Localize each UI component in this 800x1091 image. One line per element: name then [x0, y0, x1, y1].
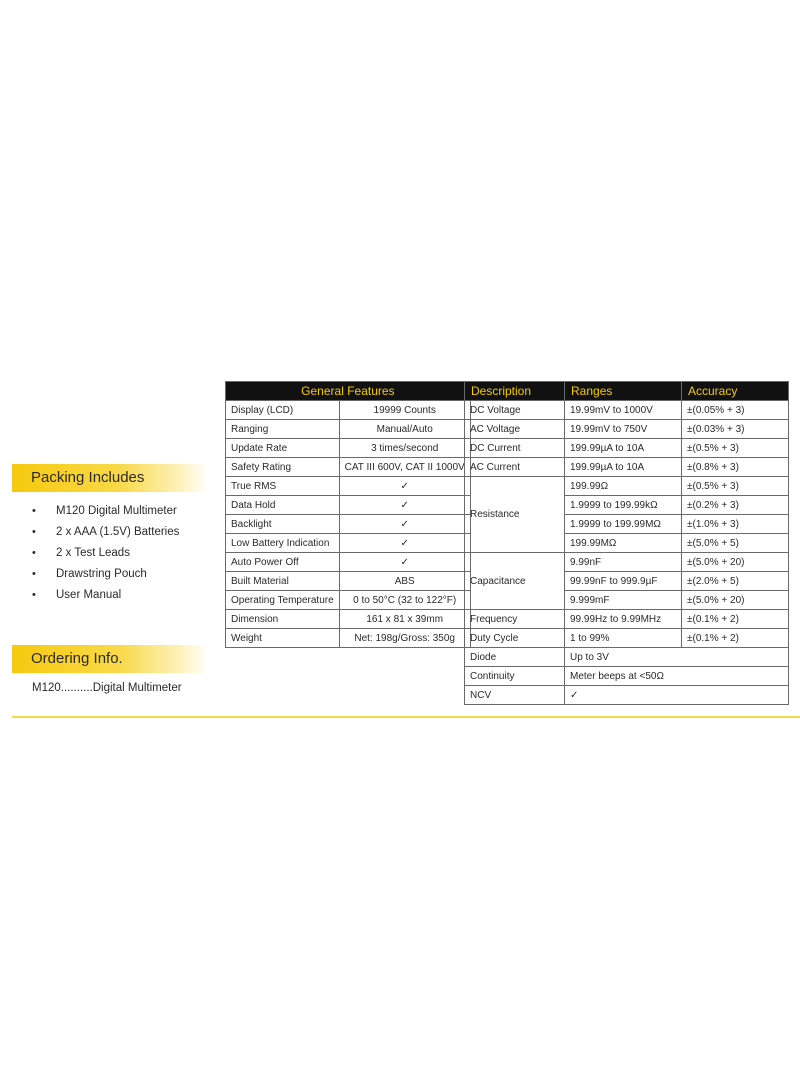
- spec-description: AC Current: [465, 458, 565, 477]
- feature-label: Data Hold: [226, 496, 340, 515]
- feature-value: 3 times/second: [339, 439, 470, 458]
- spec-accuracy: ±(0.05% + 3): [682, 401, 789, 420]
- table-row: [226, 553, 471, 572]
- feature-value: ✓: [339, 553, 470, 572]
- spec-accuracy: ±(0.5% + 3): [682, 477, 789, 496]
- spec-accuracy: ±(0.5% + 3): [682, 439, 789, 458]
- feature-value: ✓: [339, 534, 470, 553]
- list-item: • 2 x AAA (1.5V) Batteries: [32, 522, 179, 543]
- spec-range: 19.99mV to 1000V: [565, 401, 682, 420]
- spec-accuracy: ±(5.0% + 20): [682, 591, 789, 610]
- feature-label: Display (LCD): [226, 401, 340, 420]
- feature-label: Auto Power Off: [226, 553, 340, 572]
- feature-value: Net: 198g/Gross: 350g: [339, 629, 470, 648]
- spec-range: 19.99mV to 750V: [565, 420, 682, 439]
- feature-value: CAT III 600V, CAT II 1000V: [339, 458, 470, 477]
- table-header-row: [465, 382, 789, 401]
- feature-label: Dimension: [226, 610, 340, 629]
- description-header: Description: [465, 382, 565, 401]
- table-row: [226, 496, 471, 515]
- spec-range: 199.99µA to 10A: [565, 439, 682, 458]
- table-row: [465, 648, 789, 667]
- feature-value: ABS: [339, 572, 470, 591]
- spec-description: Resistance: [465, 477, 565, 553]
- spec-range: 199.99µA to 10A: [565, 458, 682, 477]
- feature-value: ✓: [339, 477, 470, 496]
- spec-range: ✓: [565, 686, 789, 705]
- spec-range: 199.99Ω: [565, 477, 682, 496]
- feature-value: 161 x 81 x 39mm: [339, 610, 470, 629]
- spec-range: 1 to 99%: [565, 629, 682, 648]
- spec-range: 99.99Hz to 9.99MHz: [565, 610, 682, 629]
- feature-label: Operating Temperature: [226, 591, 340, 610]
- feature-label: Update Rate: [226, 439, 340, 458]
- spec-range: 1.9999 to 199.99kΩ: [565, 496, 682, 515]
- table-row: [465, 477, 789, 496]
- feature-label: Backlight: [226, 515, 340, 534]
- ordering-info-heading: Ordering Info.: [12, 645, 208, 673]
- specifications-table: [464, 381, 789, 705]
- table-row: [465, 629, 789, 648]
- table-row: [226, 534, 471, 553]
- spec-description: NCV: [465, 686, 565, 705]
- table-row: [226, 477, 471, 496]
- feature-label: Low Battery Indication: [226, 534, 340, 553]
- table-row: [465, 420, 789, 439]
- table-row: [226, 610, 471, 629]
- spec-description: Frequency: [465, 610, 565, 629]
- spec-accuracy: ±(0.1% + 2): [682, 629, 789, 648]
- spec-range: Meter beeps at <50Ω: [565, 667, 789, 686]
- spec-accuracy: ±(2.0% + 5): [682, 572, 789, 591]
- ordering-info-text: M120..........Digital Multimeter: [32, 682, 182, 694]
- table-row: [226, 515, 471, 534]
- section-divider: [12, 716, 800, 718]
- table-row: [226, 439, 471, 458]
- spec-description: AC Voltage: [465, 420, 565, 439]
- table-row: [226, 572, 471, 591]
- spec-range: 9.999mF: [565, 591, 682, 610]
- spec-range: 199.99MΩ: [565, 534, 682, 553]
- spec-description: Capacitance: [465, 553, 565, 610]
- spec-accuracy: ±(5.0% + 5): [682, 534, 789, 553]
- packing-list: [32, 501, 179, 606]
- list-item: • 2 x Test Leads: [32, 543, 179, 564]
- feature-value: 0 to 50°C (32 to 122°F): [339, 591, 470, 610]
- spec-description: DC Voltage: [465, 401, 565, 420]
- feature-value: Manual/Auto: [339, 420, 470, 439]
- feature-label: True RMS: [226, 477, 340, 496]
- feature-label: Weight: [226, 629, 340, 648]
- spec-accuracy: ±(5.0% + 20): [682, 553, 789, 572]
- list-item: • Drawstring Pouch: [32, 564, 179, 585]
- spec-accuracy: ±(0.03% + 3): [682, 420, 789, 439]
- table-row: [226, 458, 471, 477]
- table-header-row: [226, 382, 471, 401]
- table-row: [465, 667, 789, 686]
- spec-accuracy: ±(0.8% + 3): [682, 458, 789, 477]
- spec-range: 1.9999 to 199.99MΩ: [565, 515, 682, 534]
- spec-range: 99.99nF to 999.9µF: [565, 572, 682, 591]
- spec-range: Up to 3V: [565, 648, 789, 667]
- spec-accuracy: ±(1.0% + 3): [682, 515, 789, 534]
- ranges-header: Ranges: [565, 382, 682, 401]
- feature-label: Built Material: [226, 572, 340, 591]
- spec-description: Diode: [465, 648, 565, 667]
- list-item: • M120 Digital Multimeter: [32, 501, 179, 522]
- feature-value: ✓: [339, 515, 470, 534]
- spec-accuracy: ±(0.1% + 2): [682, 610, 789, 629]
- accuracy-header: Accuracy: [682, 382, 789, 401]
- spec-range: 9.99nF: [565, 553, 682, 572]
- general-features-table: [225, 381, 471, 648]
- spec-accuracy: ±(0.2% + 3): [682, 496, 789, 515]
- table-row: [226, 629, 471, 648]
- table-row: [226, 401, 471, 420]
- table-row: [465, 401, 789, 420]
- table-row: [465, 610, 789, 629]
- table-row: [465, 553, 789, 572]
- list-item: • User Manual: [32, 585, 179, 606]
- spec-description: Continuity: [465, 667, 565, 686]
- spec-description: Duty Cycle: [465, 629, 565, 648]
- feature-value: 19999 Counts: [339, 401, 470, 420]
- spec-description: DC Current: [465, 439, 565, 458]
- table-row: [465, 458, 789, 477]
- feature-label: Ranging: [226, 420, 340, 439]
- table-row: [465, 686, 789, 705]
- feature-label: Safety Rating: [226, 458, 340, 477]
- table-row: [226, 591, 471, 610]
- table-row: [226, 420, 471, 439]
- feature-value: ✓: [339, 496, 470, 515]
- general-features-header: General Features: [226, 382, 471, 401]
- table-row: [465, 439, 789, 458]
- packing-includes-heading: Packing Includes: [12, 464, 208, 492]
